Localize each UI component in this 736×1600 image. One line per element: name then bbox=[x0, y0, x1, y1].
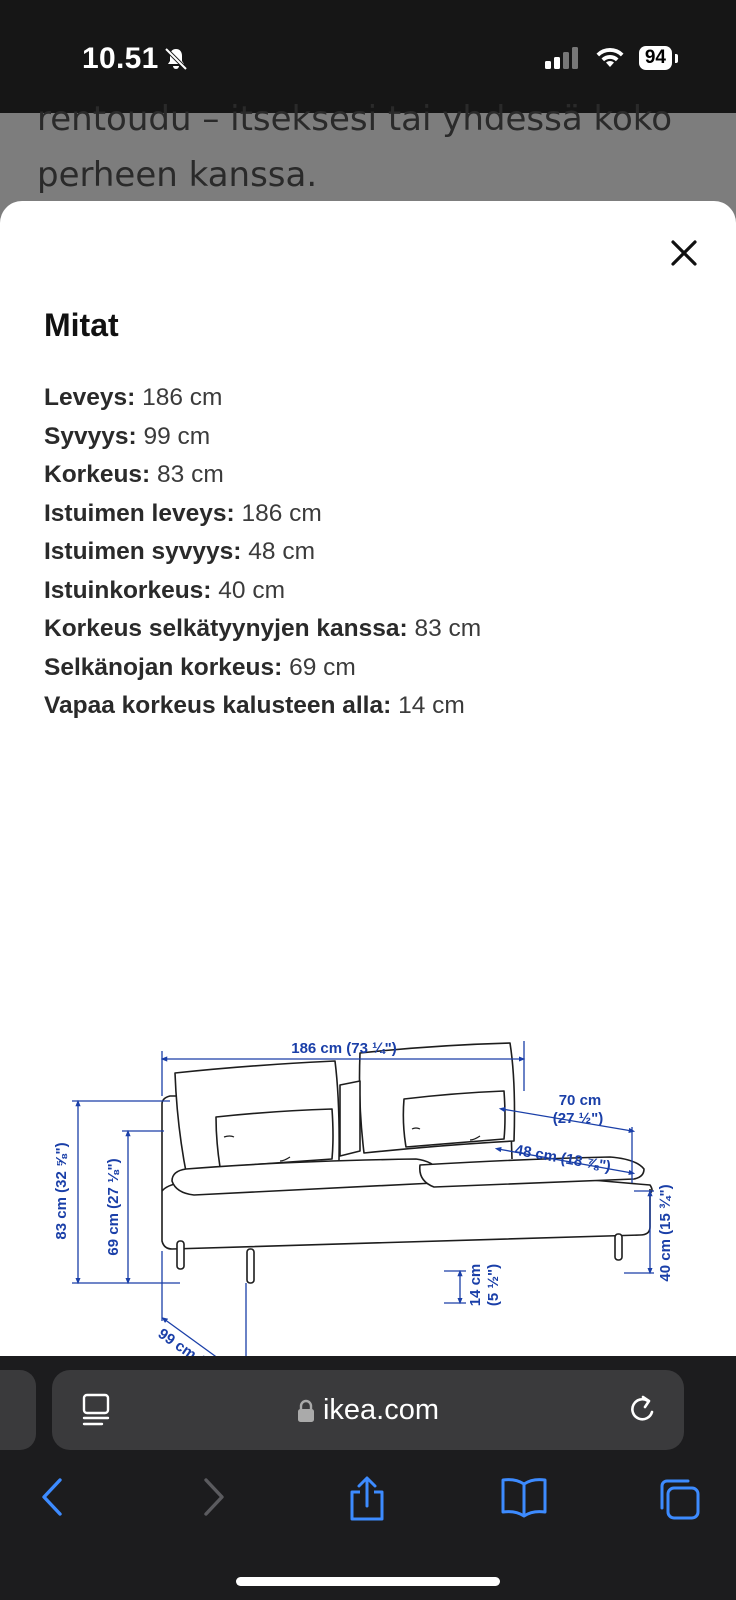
dimension-value: 186 cm bbox=[241, 499, 322, 527]
close-icon bbox=[670, 239, 698, 267]
url-domain: ikea.com bbox=[322, 1394, 440, 1426]
dimension-label: Vapaa korkeus kalusteen alla: bbox=[44, 692, 392, 719]
dimension-label: Istuimen syvyys: bbox=[44, 538, 242, 565]
close-button[interactable] bbox=[662, 231, 706, 275]
depth-top-label: 70 cm bbox=[558, 1092, 602, 1109]
dimension-row bbox=[44, 649, 481, 688]
dimension-label: Korkeus: bbox=[44, 461, 151, 488]
dimension-row bbox=[44, 533, 481, 572]
address-bar[interactable] bbox=[52, 1370, 684, 1450]
forward-icon bbox=[196, 1476, 228, 1518]
silent-bell-icon bbox=[163, 46, 189, 72]
status-icons bbox=[545, 46, 672, 70]
previous-tab-preview[interactable] bbox=[0, 1370, 36, 1450]
dimension-label: Syvyys: bbox=[44, 422, 137, 450]
dimension-value: 99 cm bbox=[143, 422, 211, 450]
battery-indicator: 94 bbox=[639, 46, 672, 70]
sofa-dimension-diagram bbox=[40, 891, 700, 1307]
dimension-value: 69 cm bbox=[289, 653, 356, 681]
background-text-line: perheen kanssa. bbox=[37, 155, 318, 195]
seat-depth-label: 48 cm (18 ⅞") bbox=[513, 1141, 613, 1176]
background-text-line: rentoudu – itseksesi tai yhdessä koko bbox=[37, 99, 673, 139]
dimension-value: 83 cm bbox=[414, 615, 482, 642]
total-height-label: 83 cm (32 ⅝") bbox=[53, 1142, 70, 1240]
dimension-row bbox=[44, 572, 481, 611]
bookmarks-button[interactable] bbox=[500, 1476, 548, 1523]
status-bar bbox=[0, 0, 736, 113]
status-time bbox=[82, 42, 189, 76]
signal-icon bbox=[545, 47, 581, 69]
dimension-label: Leveys: bbox=[44, 384, 136, 411]
forward-button[interactable] bbox=[196, 1476, 228, 1523]
dimension-value: 48 cm bbox=[248, 538, 315, 565]
back-icon bbox=[38, 1476, 70, 1518]
dimension-label: Istuinkorkeus: bbox=[44, 576, 212, 604]
dimension-value: 83 cm bbox=[157, 461, 224, 488]
share-icon bbox=[346, 1476, 388, 1522]
home-indicator bbox=[236, 1577, 500, 1586]
seat-height-label: 40 cm (15 ¾") bbox=[657, 1184, 674, 1282]
reload-button[interactable] bbox=[626, 1392, 658, 1433]
share-button[interactable] bbox=[346, 1476, 388, 1527]
dimension-label: Istuimen leveys: bbox=[44, 499, 235, 527]
sheet-title: Mitat bbox=[44, 307, 119, 343]
dimension-label: Korkeus selkätyynyjen kanssa: bbox=[44, 615, 408, 642]
dimension-row bbox=[44, 495, 481, 534]
dimension-row bbox=[44, 610, 481, 649]
lock-icon bbox=[297, 1399, 315, 1423]
dimension-value: 14 cm bbox=[398, 692, 465, 719]
dimension-value: 186 cm bbox=[142, 384, 223, 411]
dimension-value: 40 cm bbox=[218, 576, 285, 604]
time-text: 10.51 bbox=[82, 42, 159, 75]
navigation-row bbox=[0, 1476, 736, 1536]
url-display[interactable] bbox=[52, 1394, 684, 1427]
back-height-label: 69 cm (27 ⅛") bbox=[105, 1158, 122, 1256]
browser-toolbar bbox=[0, 1356, 736, 1600]
width-label: 186 cm (73 ¼") bbox=[291, 1040, 397, 1057]
depth-top-inch-label: (27 ½") bbox=[552, 1110, 604, 1127]
wifi-icon bbox=[595, 47, 625, 69]
dimensions-list bbox=[44, 379, 481, 726]
back-button[interactable] bbox=[38, 1476, 70, 1523]
dimension-row bbox=[44, 687, 481, 726]
bookmarks-icon bbox=[500, 1476, 548, 1518]
dimension-row bbox=[44, 456, 481, 495]
clearance-inch-label: (5 ½") bbox=[485, 1263, 502, 1307]
clearance-label: 14 cm bbox=[467, 1263, 484, 1307]
dimension-row bbox=[44, 379, 481, 418]
dimensions-sheet bbox=[0, 201, 736, 1356]
tabs-button[interactable] bbox=[656, 1476, 702, 1527]
dimension-label: Selkänojan korkeus: bbox=[44, 653, 283, 681]
reload-icon bbox=[626, 1392, 658, 1428]
tabs-icon bbox=[656, 1476, 702, 1522]
dimension-row bbox=[44, 418, 481, 457]
